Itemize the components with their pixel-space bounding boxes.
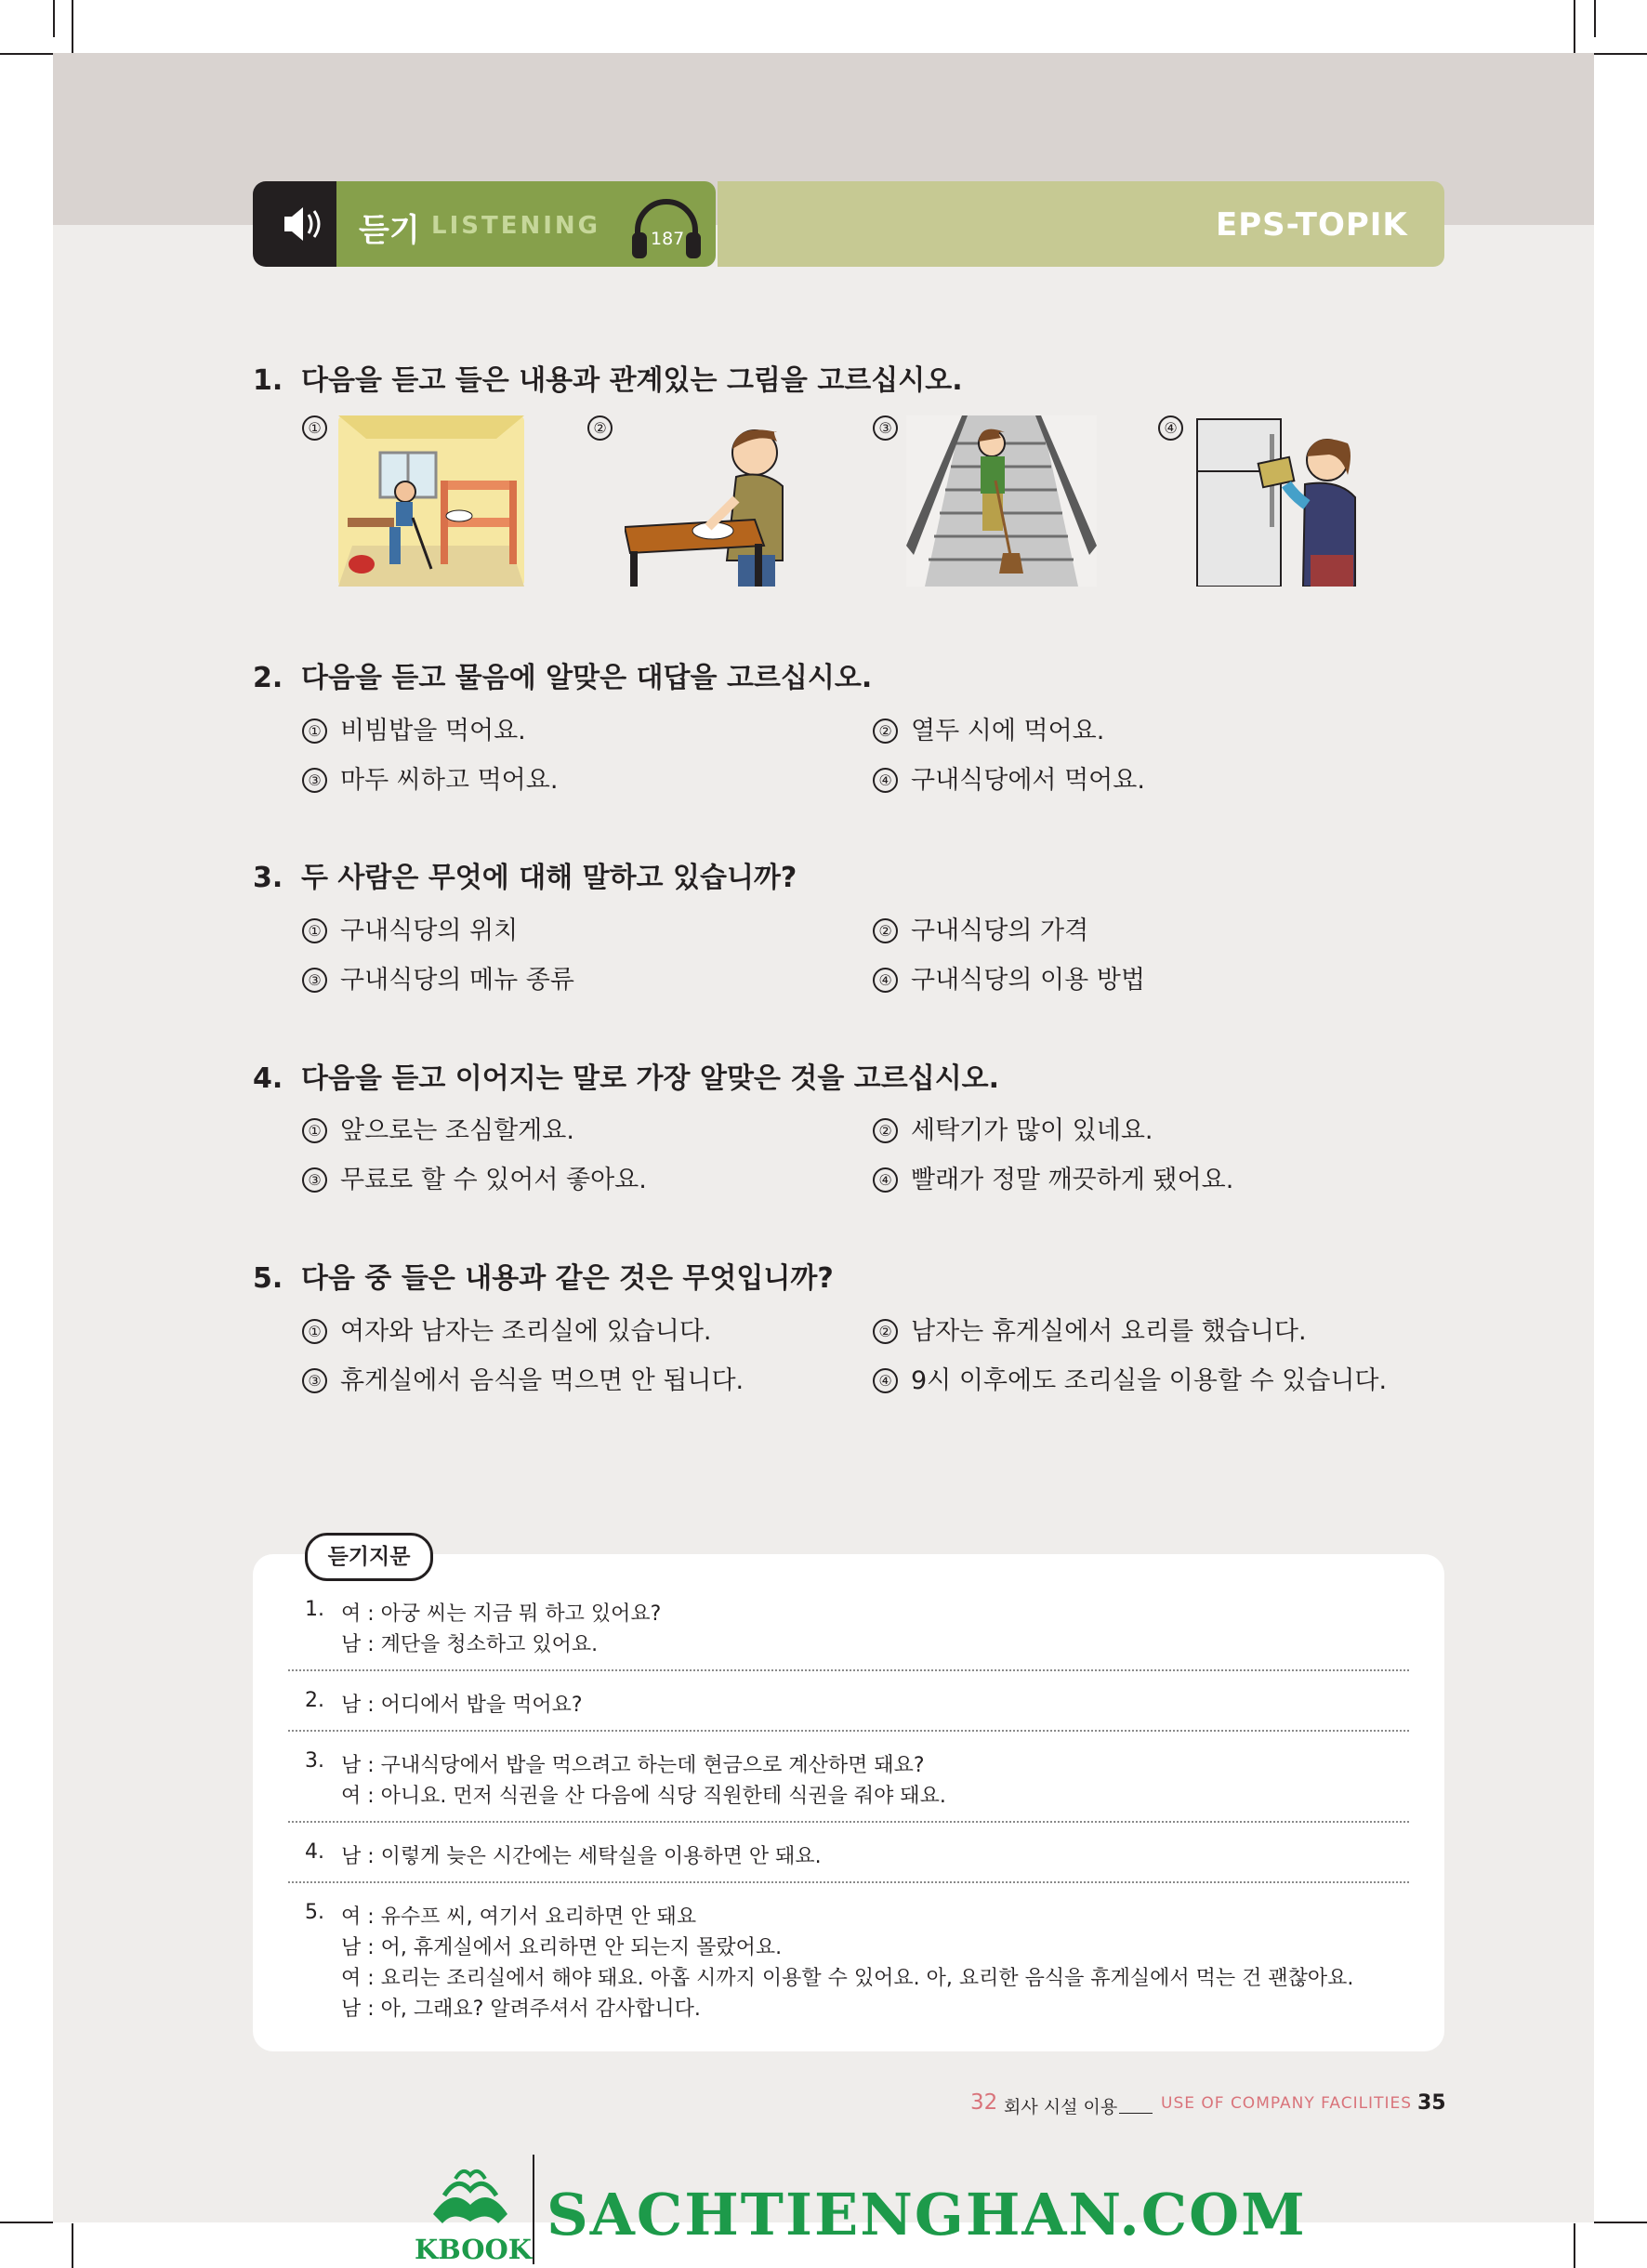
unit-title-en: USE OF COMPANY FACILITIES [1161,2094,1413,2113]
footer-rule [1119,2113,1153,2114]
transcript-divider [288,1881,1409,1883]
crop-mark [1574,2223,1575,2268]
picture-label-1: ① [302,414,340,442]
speaker-button[interactable] [253,181,342,267]
q2-option-2[interactable]: ② 열두 시에 먹어요. [873,710,1104,746]
question-number: 4. [253,1062,283,1095]
q4-option-2[interactable]: ② 세탁기가 많이 있네요. [873,1110,1153,1146]
picture-label-3: ③ [873,414,911,442]
question-1 [253,357,963,398]
q3-option-3[interactable]: ③ 구내식당의 메뉴 종류 [302,959,574,996]
transcript-item-number: 1. [305,1598,324,1621]
crop-mark [53,0,55,37]
transcript-line: 여 : 아니요. 먼저 식권을 산 다음에 식당 직원한테 식권을 줘야 돼요. [341,1785,946,1808]
track-number: 187 [651,229,685,249]
publisher-logo: KBOOK [415,2234,532,2265]
logo-divider [533,2155,534,2264]
transcript-line: 남 : 아, 그래요? 알려주셔서 감사합니다. [341,1998,701,2021]
section-title: 듣기 [359,212,420,249]
transcript-line: 여 : 유수프 씨, 여기서 요리하면 안 돼요 [341,1905,697,1929]
question-number: 1. [253,364,283,397]
crop-mark [0,53,53,55]
page-number: 35 [1417,2091,1446,2115]
transcript-tag: 듣기지문 [305,1533,433,1581]
crop-mark [72,2223,73,2268]
q3-option-2[interactable]: ② 구내식당의 가격 [873,910,1088,946]
question-4 [253,1055,999,1096]
q3-option-1[interactable]: ① 구내식당의 위치 [302,910,518,946]
crop-mark [1594,0,1596,37]
transcript-line: 남 : 어디에서 밥을 먹어요? [341,1694,583,1717]
unit-number: 32 [970,2090,998,2115]
section-subtitle: LISTENING [431,212,600,240]
q4-option-1[interactable]: ① 앞으로는 조심할게요. [302,1110,574,1146]
crop-mark [1594,53,1647,55]
q4-option-4[interactable]: ④ 빨래가 정말 깨끗하게 됐어요. [873,1159,1233,1195]
speaker-icon [253,181,342,267]
q5-option-1[interactable]: ① 여자와 남자는 조리실에 있습니다. [302,1311,711,1347]
question-number: 5. [253,1262,283,1295]
transcript-line: 남 : 계단을 청소하고 있어요. [341,1633,599,1656]
question-text: 다음을 듣고 들은 내용과 관계있는 그림을 고르십시오. [301,364,963,397]
transcript-divider [288,1821,1409,1823]
question-text: 다음 중 들은 내용과 같은 것은 무엇입니까? [301,1262,834,1295]
picture-wiping-table[interactable] [625,415,806,587]
q5-option-3[interactable]: ③ 휴게실에서 음식을 먹으면 안 됩니다. [302,1360,744,1396]
picture-label-2: ② [587,414,626,442]
transcript-line: 여 : 요리는 조리실에서 해야 돼요. 아홉 시까지 이용할 수 있어요. 아, 요리한 음식을 휴게실에서 먹는 건 괜찮아요. [341,1967,1354,1990]
picture-sweeping-stairs[interactable] [906,415,1097,587]
question-number: 2. [253,662,283,694]
q2-option-3[interactable]: ③ 마두 씨하고 먹어요. [302,759,558,796]
question-text: 다음을 듣고 물음에 알맞은 대답을 고르십시오. [301,662,873,694]
transcript-divider [288,1669,1409,1671]
question-5 [253,1255,834,1296]
crop-mark [72,0,73,53]
transcript-line: 여 : 아궁 씨는 지금 뭐 하고 있어요? [341,1602,662,1626]
q3-option-4[interactable]: ④ 구내식당의 이용 방법 [873,959,1145,996]
q5-option-2[interactable]: ② 남자는 휴게실에서 요리를 했습니다. [873,1311,1307,1347]
crop-mark [1574,0,1575,53]
transcript-line: 남 : 이렇게 늦은 시간에는 세탁실을 이용하면 안 돼요. [341,1845,822,1868]
website-watermark: SACHTIENGHAN.COM [547,2181,1307,2248]
transcript-item-number: 2. [305,1689,324,1712]
transcript-line: 남 : 어, 휴게실에서 요리하면 안 되는지 몰랐어요. [341,1936,783,1959]
crop-mark [1594,2222,1647,2223]
transcript-line: 남 : 구내식당에서 밥을 먹으려고 하는데 현금으로 계산하면 돼요? [341,1754,925,1777]
question-text: 다음을 듣고 이어지는 말로 가장 알맞은 것을 고르십시오. [301,1062,1000,1095]
crop-mark [0,2222,53,2223]
transcript-divider [288,1730,1409,1732]
q5-option-4[interactable]: ④ 9시 이후에도 조리실을 이용할 수 있습니다. [873,1360,1387,1396]
transcript-item-number: 4. [305,1840,324,1864]
picture-cleaning-fridge[interactable] [1195,415,1372,587]
transcript-item-number: 3. [305,1749,324,1773]
picture-vacuuming[interactable] [338,415,524,587]
question-2 [253,654,872,695]
transcript-item-number: 5. [305,1901,324,1924]
q2-option-1[interactable]: ① 비빔밥을 먹어요. [302,710,526,746]
picture-label-4: ④ [1158,414,1196,442]
question-number: 3. [253,862,283,894]
q2-option-4[interactable]: ④ 구내식당에서 먹어요. [873,759,1145,796]
book-logo-icon [424,2158,517,2235]
unit-title-kr: 회사 시설 이용 [1004,2097,1118,2117]
question-text: 두 사람은 무엇에 대해 말하고 있습니까? [301,862,797,894]
q4-option-3[interactable]: ③ 무료로 할 수 있어서 좋아요. [302,1159,647,1195]
brand-label: EPS-TOPIK [1216,206,1408,244]
question-3 [253,854,797,895]
